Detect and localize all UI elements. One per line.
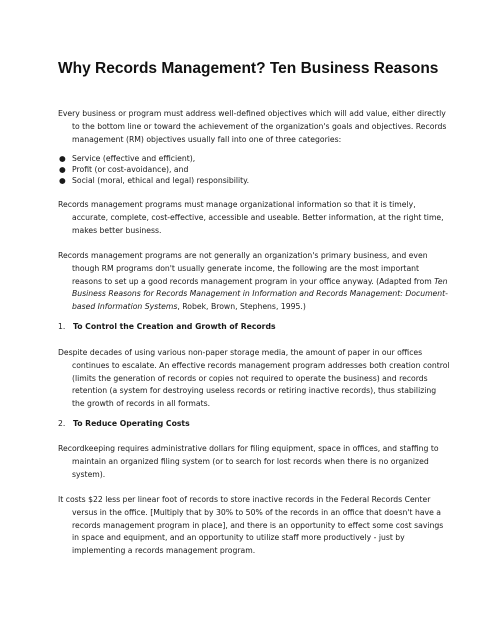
list-item (58, 153, 428, 164)
intro-paragraph: Every business or program must address well-defined objectives which will add value, either directly to the bottom line or toward the achievement of the organization's goals and objectives. Records management (RM) objectives usually fall into one of three categories: (58, 109, 447, 144)
document-title: Why Records Management? Ten Business Reasons (58, 60, 439, 77)
category-text: Social (moral, ethical and legal) responsibility. (72, 176, 250, 186)
section-1-paragraph: Despite decades of using various non-paper storage media, the amount of paper in our offices continues to escalate. An effective records management program addresses both creation control (limits the generation of records or copies not required to operate the business) and records retention (a system for destroying useless records or retiring inactive records), thus stabilizing the growth of records in all formats. (58, 348, 450, 409)
section-number: 2. (58, 419, 66, 428)
bullet-icon: ● (59, 165, 66, 175)
reasons-source-title: Ten Business Reasons for Records Management in Information and Records Management: Document-based Information Systems (72, 276, 448, 312)
section-2-paragraph-2: It costs $22 less per linear foot of records to store inactive records in the Federal Records Center versus in the office. [Multiply that by 30% to 50% of the records in an office that doesn't have a records management program in place], and there is an opportunity to effect some cost savings in space and equipment, and an opportunity to utilize staff more productively - just by implementing a records management program. (58, 495, 444, 556)
reasons-text-start: Records management programs are not generally an organization's primary business, and even though RM programs don't usually generate income, the following are the most important reasons to set up a good records management program in your office anyway. (Adapted from (58, 251, 435, 286)
section-2-paragraph-1: Recordkeeping requires administrative dollars for filing equipment, space in offices, and staffing to maintain an organized filing system (or to search for lost records when there is no organized system). (58, 444, 439, 479)
section-number: 1. (58, 322, 66, 331)
list-item (58, 175, 428, 186)
section-heading-2 (58, 418, 436, 430)
section-title: To Reduce Operating Costs (73, 419, 190, 428)
list-item (58, 164, 428, 175)
section-title: To Control the Creation and Growth of Records (73, 322, 276, 331)
reasons-text-end: , Robek, Brown, Stephens, 1995.) (177, 302, 306, 312)
reasons-paragraph (58, 250, 450, 314)
bullet-icon: ● (59, 154, 66, 163)
category-text: Profit (or cost-avoidance), and (72, 165, 189, 175)
category-text: Service (effective and efficient), (72, 154, 196, 163)
bullet-icon: ● (59, 176, 66, 186)
category-list (58, 153, 428, 187)
section-heading-1 (58, 321, 436, 333)
manage-paragraph: Records management programs must manage organizational information so that it is timely, accurate, complete, cost-effective, accessible and useable. Better information, at the right time, makes better business. (58, 200, 444, 235)
